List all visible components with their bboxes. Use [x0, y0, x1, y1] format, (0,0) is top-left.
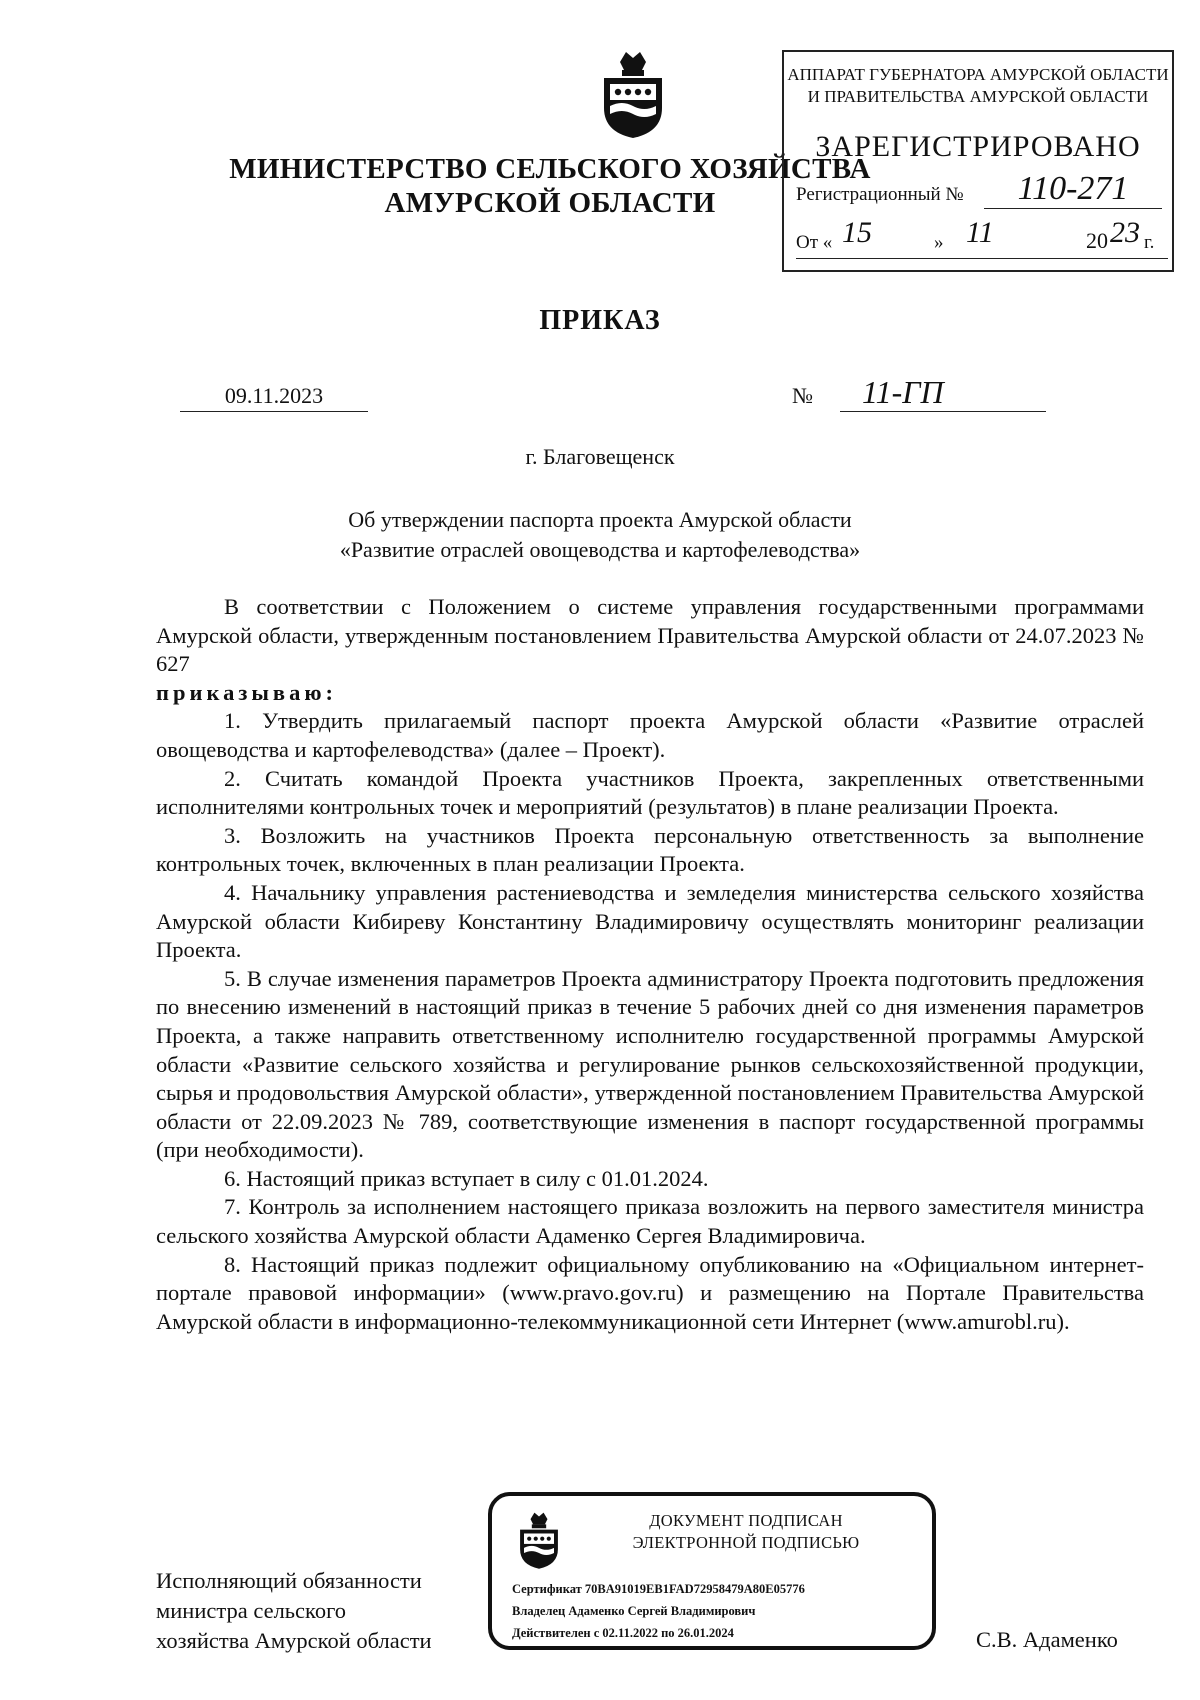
- order-title: ПРИКАЗ: [539, 305, 661, 336]
- esign-certificate: Сертификат 70BA91019EB1FAD72958479A80E05776: [512, 1582, 805, 1596]
- signer-position-line2: министра сельского: [156, 1598, 346, 1623]
- ministry-name-line1: МИНИСТЕРСТВО СЕЛЬСКОГО ХОЗЯЙСТВА: [229, 153, 871, 185]
- esign-title-line2: ЭЛЕКТРОННОЙ ПОДПИСЬЮ: [632, 1533, 860, 1552]
- stamp-day-close: »: [934, 232, 944, 253]
- stamp-year-suffix: 23: [1110, 216, 1140, 249]
- decree-word: приказываю:: [156, 679, 338, 705]
- order-body: [156, 593, 1144, 1336]
- item-4: 4. Начальнику управления растениеводства и земледелия министерства сельского хозяйства Амурской области Кибиреву Константину Владимировичу осуществлять мониторинг реализации Проекта.: [156, 879, 1144, 963]
- stamp-day: 15: [842, 216, 872, 249]
- registration-stamp: [782, 50, 1174, 272]
- esign-title: [576, 1510, 916, 1554]
- stamp-reg-number: 110-271: [984, 170, 1162, 209]
- subject-line1: Об утверждении паспорта проекта Амурской области: [348, 507, 852, 532]
- stamp-year-end: г.: [1144, 232, 1155, 253]
- order-city: г. Благовещенск: [525, 444, 675, 469]
- ministry-name-line2: АМУРСКОЙ ОБЛАСТИ: [384, 187, 716, 219]
- stamp-month: 11: [966, 216, 994, 249]
- coat-of-arms-small-icon: [516, 1510, 562, 1570]
- stamp-year-prefix: 20: [1086, 228, 1108, 253]
- signer-position-line3: хозяйства Амурской области: [156, 1628, 432, 1653]
- order-number-label: №: [792, 383, 813, 408]
- item-7: 7. Контроль за исполнением настоящего приказа возложить на первого заместителя министра сельского хозяйства Амурской области Адаменко Сергея Владимировича.: [156, 1194, 1144, 1249]
- esign-owner: Владелец Адаменко Сергей Владимирович: [512, 1604, 756, 1618]
- item-6: 6. Настоящий приказ вступает в силу с 01.01.2024.: [224, 1165, 709, 1191]
- esign-title-line1: ДОКУМЕНТ ПОДПИСАН: [649, 1511, 843, 1530]
- electronic-signature-stamp: [488, 1492, 936, 1650]
- stamp-registered: ЗАРЕГИСТРИРОВАНО: [815, 130, 1141, 163]
- coat-of-arms-emblem: [598, 48, 668, 140]
- item-8: 8. Настоящий приказ подлежит официальному опубликованию на «Официальном интернет-портале правовой информации» (www.pravo.gov.ru) и размещению на Портале Правительства Амурской области в информационно-телекоммуникационной сети Интернет (www.amurobl.ru).: [156, 1251, 1144, 1334]
- order-number: 11-ГП: [840, 374, 1046, 412]
- stamp-date-prefix: От «: [796, 232, 833, 253]
- signer-position: [156, 1566, 432, 1656]
- item-5: 5. В случае изменения параметров Проекта администратору Проекта подготовить предложения по внесению изменений в настоящий приказ в течение 5 рабочих дней со дня изменения параметров Проекта, а также направить ответственному исполнителю государственной программы Амурской области «Развитие сельского хозяйства и регулирование рынков сельскохозяйственной продукции, сырья и продовольствия Амурской области», утвержденной постановлением Правительства Амурской области от 22.09.2023 № 789, соответствующие изменения в паспорт государственной программы (при необходимости).: [156, 965, 1144, 1163]
- stamp-reg-number-label: Регистрационный №: [796, 184, 964, 205]
- order-date: 09.11.2023: [180, 383, 368, 412]
- signer-name: С.В. Адаменко: [976, 1627, 1118, 1652]
- stamp-org-line2: И ПРАВИТЕЛЬСТВА АМУРСКОЙ ОБЛАСТИ: [807, 87, 1149, 106]
- subject-line2: «Развитие отраслей овощеводства и картофелеводства»: [339, 537, 861, 562]
- item-3: 3. Возложить на участников Проекта персональную ответственность за выполнение контрольных точек, включенных в план реализации Проекта.: [156, 822, 1144, 877]
- signer-position-line1: Исполняющий обязанности: [156, 1568, 422, 1593]
- item-2: 2. Считать командой Проекта участников Проекта, закрепленных ответственными исполнителями контрольных точек и мероприятий (результатов) в плане реализации Проекта.: [156, 765, 1144, 820]
- item-1: 1. Утвердить прилагаемый паспорт проекта Амурской области «Развитие отраслей овощеводства и картофелеводства» (далее – Проект).: [156, 708, 1144, 762]
- intro-paragraph: В соответствии с Положением о системе управления государственными программами Амурской области, утвержденным постановлением Правительства Амурской области от 24.07.2023 № 627: [156, 594, 1144, 677]
- esign-valid: Действителен с 02.11.2022 по 26.01.2024: [512, 1626, 734, 1640]
- order-subject: [0, 505, 1200, 565]
- stamp-org-line1: АППАРАТ ГУБЕРНАТОРА АМУРСКОЙ ОБЛАСТИ: [787, 65, 1169, 84]
